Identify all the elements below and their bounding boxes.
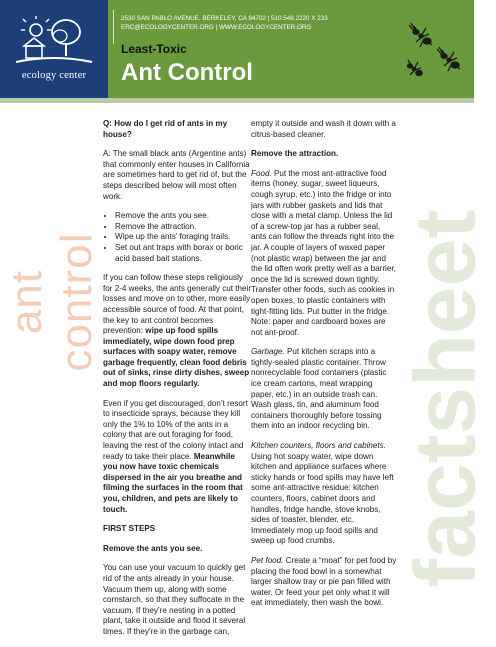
first-steps-heading: FIRST STEPS	[103, 524, 156, 534]
vacuum-paragraph: You can use your vacuum to quickly get rid of the ants already in your house. Vacuum them up, along with some cornstarch, so that they suffocate in the vacuum. If they’re nesting in a potted plant, take it outside and flood it several times. If they’re in the garbage can,	[103, 563, 246, 636]
insecticide-paragraph	[103, 399, 251, 516]
food-paragraph	[251, 169, 397, 339]
garbage-can-continuation: empty it outside and wash it down with a citrus-based cleaner.	[251, 119, 396, 139]
header-underline-bar	[0, 98, 474, 103]
garbage-label: Garbage.	[251, 347, 285, 357]
prevention-bold-text: wipe up food spills immediately, wipe down food prep surfaces with soapy water, remove garbage frequently, clean food debris out of sinks, rinse dirty dishes, sweep and mop floors regularly.	[103, 326, 250, 389]
ecology-center-logo-icon	[14, 16, 94, 68]
steps-list	[103, 211, 251, 264]
food-text: Put the most ant-attractive food items (honey, sugar, sweet liqueurs, cough syrup, etc.) into the fridge or into jars with rubber gaskets and lids that close with a metal clamp. Unless the lid of a screw-top jar has a rubber seal, ants can follow the threads right into the jar. A couple of layers of waxed paper (not plastic wrap) between the jar and the lid often work pretty well as a barrier, once the lid is screwed down tightly. Transfer other foods, such as cookies in open boxes, to plastic containers with tight-fitting lids. Put butter in the fridge. Note: paper and cardboard boxes are not ant-proof.	[251, 168, 396, 337]
pet-food-label: Pet food.	[251, 555, 284, 565]
list-item: • Wipe up the ants’ foraging trails.	[115, 232, 251, 243]
kitchen-paragraph	[251, 441, 397, 547]
kitchen-text: Using hot soapy water, wipe down kitchen and appliance surfaces where sticky hands or food spills may have left some ant-attractive residue: kitchen counters, floors, cabinet doors and handles, fridge handle, stove knobs, sides of toaster, blender, etc. Immediately mop up food spills and sweep up food crumbs.	[251, 451, 394, 546]
answer-paragraph: A: The small black ants (Argentine ants) that commonly enter houses in California are sometimes hard to get rid of, but the steps described below will most often work.	[103, 149, 250, 201]
remove-attraction-heading: Remove the attraction.	[251, 149, 339, 159]
list-item: • Remove the ants you see.	[115, 211, 251, 222]
insecticide-bold-text: Meanwhile you now have toxic chemicals dispersed in the air you breathe and filming the surfaces in the room that you, children, and pets are likely to touch.	[103, 451, 243, 514]
kitchen-label: Kitchen counters, floors and cabinets.	[251, 441, 386, 451]
contact-address: 2530 SAN PABLO AVENUE, BERKELEY, CA 94702 | 510.548.2220 X 233	[121, 15, 328, 22]
list-item: • Remove the attraction.	[115, 222, 251, 233]
column-left	[103, 119, 251, 647]
org-name: ecology center	[21, 70, 87, 81]
food-label: Food.	[251, 168, 272, 178]
question-heading: Q: How do I get rid of ants in my house?	[103, 119, 228, 139]
side-label-factsheet: factsheet	[397, 209, 494, 588]
list-item: • Set out ant traps with borax or boric acid based bait stations.	[115, 243, 251, 264]
page-subtitle: Least-Toxic	[121, 42, 187, 56]
insecticide-text: Even if you get discouraged, don’t resort to insecticide sprays, because they kill only the 1% to 10% of the ants in a colony that are out foraging for food, leaving the rest of the colony intact and ready to take their place.	[103, 398, 248, 461]
header-divider	[113, 10, 114, 44]
garbage-paragraph	[251, 347, 397, 432]
header-banner	[0, 0, 474, 98]
garbage-text: Put kitchen scraps into a tightly-sealed plastic container. Throw nonrecyclable food containers (plastic ice cream cartons, meat wrapping paper, etc.) in an outside trash can. Wash glass, tin, and aluminum food containers thoroughly before tossing them into an indoor recycling bin.	[251, 347, 387, 431]
ants-illustration-icon	[396, 14, 466, 84]
contact-info	[121, 14, 328, 32]
prevention-text: If you can follow these steps religiously for 2-4 weeks, the ants generally cut their losses and move on to other, more easily accessible source of food. At that point, the key to ant control becomes prevention:	[103, 273, 252, 336]
contact-email-web: ERC@ECOLOGYCENTER.ORG | WWW.ECOLOGYCENTER.ORG	[121, 24, 312, 31]
remove-ants-heading: Remove the ants you see.	[103, 543, 203, 553]
side-label-ant-control: ant control	[2, 232, 101, 372]
column-right	[251, 119, 397, 618]
page-title: Ant Control	[121, 59, 253, 86]
prevention-paragraph	[103, 273, 251, 390]
pet-food-text: Create a “moat” for pet food by placing the food bowl in a somewhat larger shallow tray or pie pan filled with water. Or feed your pet only what it will eat immediately, then wash the bowl.	[251, 555, 397, 608]
logo-block	[0, 0, 108, 98]
pet-food-paragraph	[251, 556, 397, 609]
